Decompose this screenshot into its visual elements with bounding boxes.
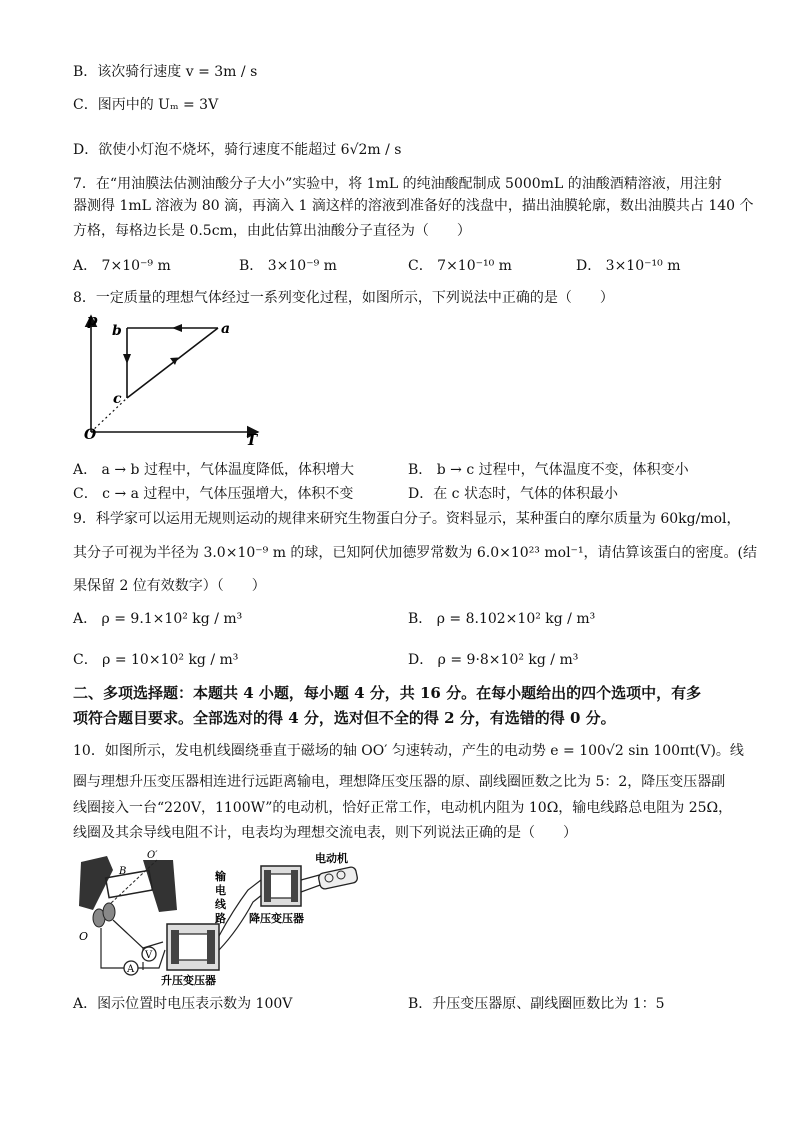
line-label-1: 输: [215, 870, 226, 883]
voltmeter-label: V: [145, 950, 153, 961]
q6-option-c: C．图丙中的 Uₘ = 3V: [73, 97, 219, 113]
motor-label: 电动机: [315, 852, 348, 865]
q10-stem-line1: 10．如图所示，发电机线圈绕垂直于磁场的轴 OO′ 匀速转动，产生的电动势 e = 100√2 sin 100πt(V)。线: [73, 743, 744, 759]
q10-stem-line4: 线圈及其余导线电阻不计，电表均为理想交流电表，则下列说法正确的是（ ）: [73, 825, 577, 841]
field-b-label: B: [119, 866, 127, 877]
step-up-label: 升压变压器: [161, 974, 216, 987]
q7-option-b: B． 3×10⁻⁹ m: [239, 258, 337, 274]
origin-dotted-line: [91, 398, 127, 432]
q10-option-b: B．升压变压器原、副线圈匝数比为 1：5: [408, 996, 665, 1012]
q7-stem-line3: 方格，每格边长是 0.5cm，由此估算出油酸分子直径为（ ）: [73, 223, 471, 239]
ca-line: [127, 328, 218, 398]
step-down-label: 降压变压器: [249, 912, 304, 925]
q8-option-a: A． a → b 过程中，气体温度降低，体积增大: [73, 462, 354, 478]
section2-heading-line1: 二、多项选择题：本题共 4 小题，每小题 4 分，共 16 分。在每小题给出的四个选项中，有多: [73, 684, 702, 702]
axis-o-prime-label: O′: [147, 850, 158, 861]
line-label-3: 线: [215, 898, 226, 911]
q9-option-d: D． ρ = 9·8×10² kg / m³: [408, 652, 579, 668]
power-transmission-figure: [73, 850, 363, 990]
q8-option-b: B． b → c 过程中，气体温度不变，体积变小: [408, 462, 689, 478]
bc-arrow: [123, 354, 131, 364]
q9-stem-line2: 其分子可视为半径为 3.0×10⁻⁹ m 的球，已知阿伏加德罗常数为 6.0×10²³ mol⁻¹，请估算该蛋白的密度。(结: [73, 545, 758, 561]
q7-option-d: D． 3×10⁻¹⁰ m: [576, 258, 681, 274]
q7-stem-line1: 7．在“用油膜法估测油酸分子大小”实验中，将 1mL 的纯油酸配制成 5000mL 的油酸酒精溶液，用注射: [73, 176, 722, 192]
origin-label: O: [84, 427, 97, 443]
q9-stem-line3: 果保留 2 位有效数字）（ ）: [73, 578, 266, 594]
q9-option-b: B． ρ = 8.102×10² kg / m³: [408, 611, 596, 627]
point-c-label: c: [113, 391, 122, 407]
q8-stem: 8．一定质量的理想气体经过一系列变化过程，如图所示，下列说法中正确的是（ ）: [73, 290, 614, 306]
magnet-north: [79, 856, 113, 910]
generator-coil: [106, 870, 153, 897]
line-label-2: 电: [215, 884, 226, 897]
q10-stem-line2: 圈与理想升压变压器相连进行远距离输电，理想降压变压器的原、副线圈匝数之比为 5：2，降压变压器副: [73, 774, 726, 790]
section2-heading-line2: 项符合题目要求。全部选对的得 4 分，选对但不全的得 2 分，有选错的得 0 分。: [73, 709, 616, 727]
q6-option-b: B．该次骑行速度 v = 3m / s: [73, 64, 258, 80]
t-axis-label: T: [246, 431, 258, 449]
ab-arrow: [172, 324, 182, 332]
q7-option-c: C． 7×10⁻¹⁰ m: [408, 258, 512, 274]
axis-o-label: O: [79, 930, 89, 943]
q10-option-a: A．图示位置时电压表示数为 100V: [73, 996, 293, 1012]
slip-ring-2: [103, 903, 115, 921]
line-label-4: 路: [215, 912, 226, 925]
point-a-label: a: [221, 321, 231, 337]
q9-option-c: C． ρ = 10×10² kg / m³: [73, 652, 239, 668]
q7-stem-line2: 器测得 1mL 溶液为 80 滴，再滴入 1 滴这样的溶液到准备好的浅盘中，描出油膜轮廓，数出油膜共占 140 个: [73, 198, 754, 214]
q8-option-d: D．在 c 状态时，气体的体积最小: [408, 486, 618, 502]
p-axis-label: p: [87, 311, 98, 329]
ammeter-label: A: [127, 964, 135, 975]
q8-option-c: C． c → a 过程中，气体压强增大，体积不变: [73, 486, 354, 502]
point-b-label: b: [112, 323, 122, 339]
q9-option-a: A． ρ = 9.1×10² kg / m³: [73, 611, 243, 627]
q10-stem-line3: 线圈接入一台“220V，1100W”的电动机，恰好正常工作，电动机内阻为 10Ω，输电线路总电阻为 25Ω，: [73, 800, 733, 816]
pt-graph: [78, 310, 268, 450]
q7-option-a: A． 7×10⁻⁹ m: [73, 258, 171, 274]
q6-option-d: D．欲使小灯泡不烧坏，骑行速度不能超过 6√2m / s: [73, 142, 402, 158]
q9-stem-line1: 9．科学家可以运用无规则运动的规律来研究生物蛋白分子。资料显示，某种蛋白的摩尔质量为 60kg/mol，: [73, 511, 741, 527]
